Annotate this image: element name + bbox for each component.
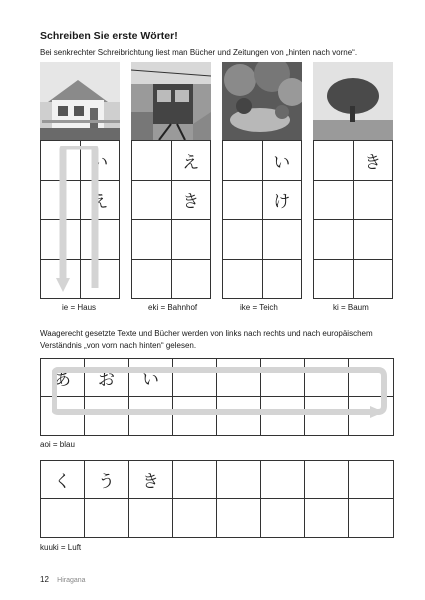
section-label: Hiragana	[57, 577, 86, 584]
caption-kuuki: kuuki = Luft	[40, 543, 82, 552]
page-footer	[40, 575, 86, 584]
vertical-writing-grid	[40, 140, 120, 299]
kana-cell	[80, 220, 120, 259]
kana-cell: く	[41, 461, 85, 499]
caption-ie: ie = Haus	[62, 303, 97, 312]
horizontal-writing-grid	[40, 358, 394, 436]
vertical-column-4	[313, 62, 393, 299]
kana-cell	[171, 260, 211, 299]
kana-cell: い	[129, 359, 173, 397]
kana-cell	[353, 181, 393, 220]
kana-cell: き	[129, 461, 173, 499]
kana-cell	[80, 260, 120, 299]
kana-cell: き	[171, 181, 211, 220]
caption-ki: ki = Baum	[333, 303, 369, 312]
kana-cell	[262, 220, 302, 259]
vertical-column-1	[40, 62, 120, 299]
kana-cell: お	[85, 359, 129, 397]
kana-cell: い	[262, 141, 302, 180]
tree-photo	[313, 62, 393, 140]
vertical-writing-grid	[313, 140, 393, 299]
caption-eki: eki = Bahnhof	[148, 303, 198, 312]
kana-cell: け	[262, 181, 302, 220]
kana-cell: え	[171, 141, 211, 180]
page-number: 12	[40, 575, 49, 584]
kana-cell	[353, 260, 393, 299]
house-photo	[40, 62, 120, 140]
kana-cell	[262, 260, 302, 299]
kana-cell	[171, 220, 211, 259]
train-station-photo	[131, 62, 211, 140]
vertical-column-3	[222, 62, 302, 299]
kana-cell	[353, 220, 393, 259]
caption-aoi: aoi = blau	[40, 440, 75, 449]
intro-text: Bei senkrechter Schreibrichtung liest man Bücher und Zeitungen von „hinten nach vorne“.	[40, 48, 358, 57]
kana-cell: う	[85, 461, 129, 499]
vertical-writing-grid	[131, 140, 211, 299]
pond-photo	[222, 62, 302, 140]
vertical-column-2	[131, 62, 211, 299]
caption-ike: ike = Teich	[240, 303, 278, 312]
page-title: Schreiben Sie erste Wörter!	[40, 30, 178, 42]
horizontal-writing-grid	[40, 460, 394, 538]
kana-cell: え	[80, 181, 120, 220]
vertical-writing-grid	[222, 140, 302, 299]
horizontal-text-paragraph: Waagerecht gesetzte Texte und Bücher werden von links nach rechts und nach europäischem Verständnis „von vorn nach hinten“ gelesen.	[40, 329, 373, 350]
kana-cell: い	[80, 141, 120, 180]
kana-cell: あ	[41, 359, 85, 397]
kana-cell: き	[353, 141, 393, 180]
